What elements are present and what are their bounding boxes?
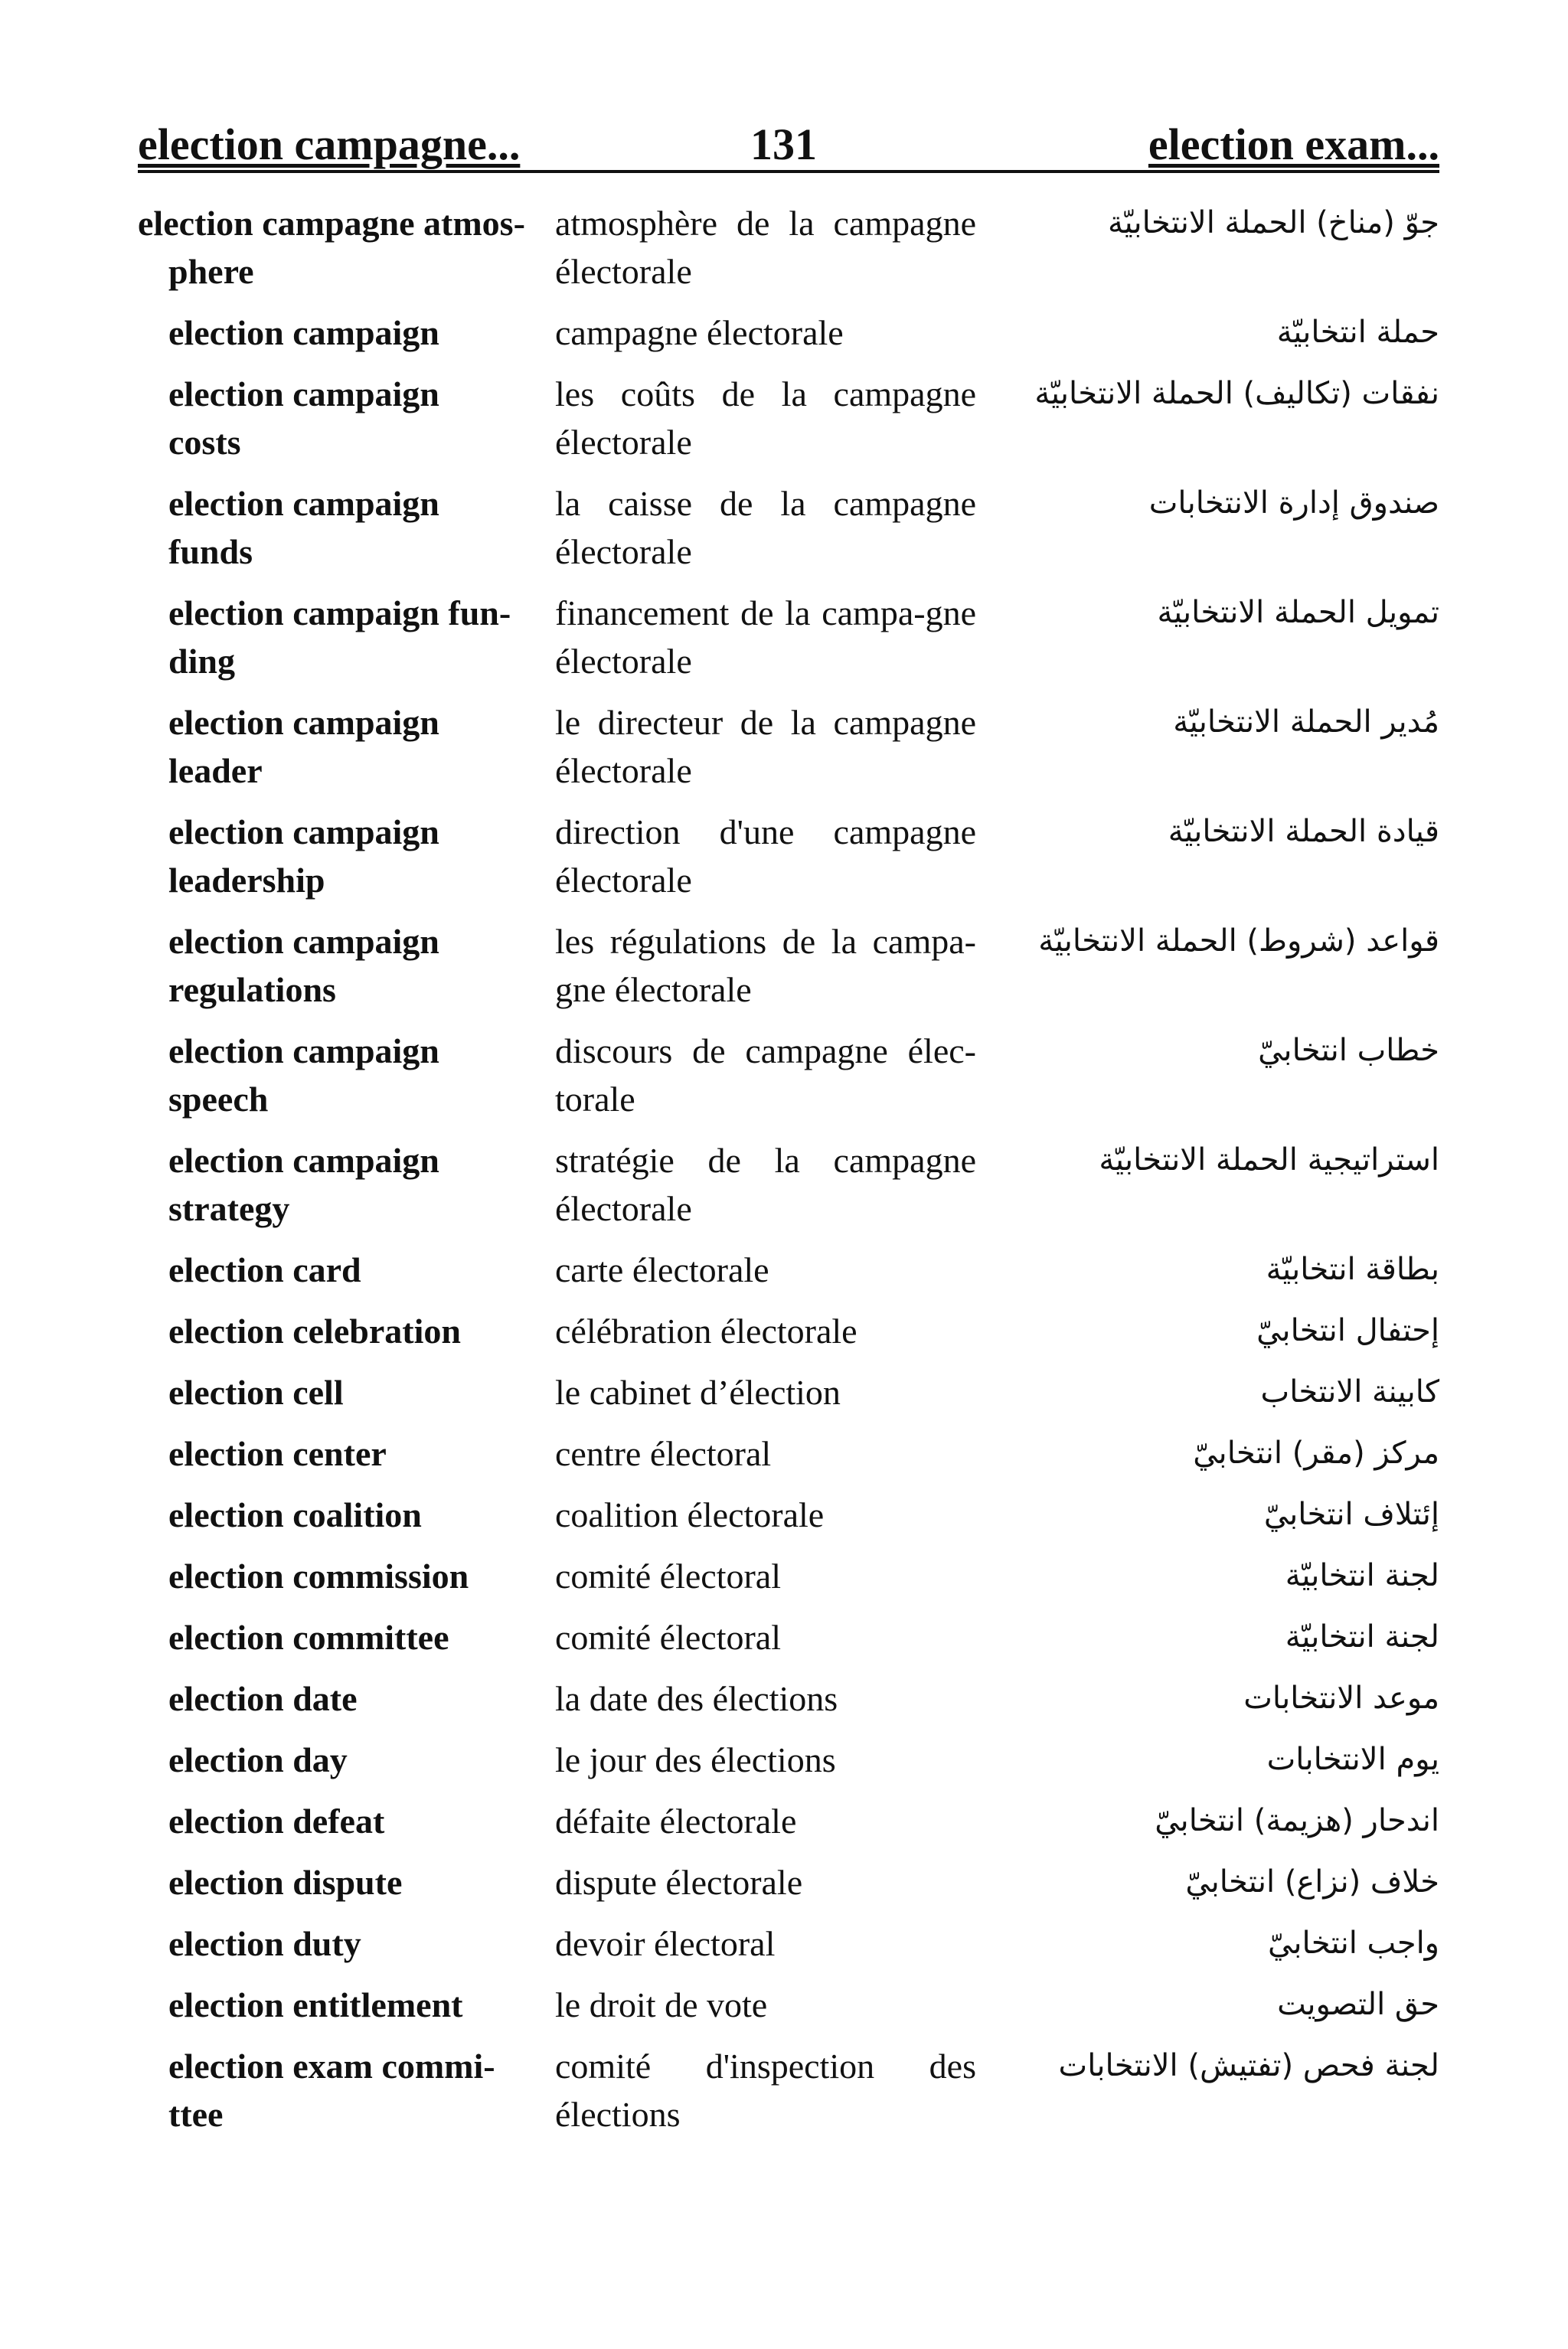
english-term-line: election commission bbox=[168, 1557, 469, 1596]
french-translation: financement de la campa-gne électorale bbox=[555, 593, 976, 681]
french-translation: le jour des élections bbox=[555, 1740, 836, 1779]
english-term bbox=[138, 698, 555, 795]
arabic-translation: إئتلاف انتخابيّ bbox=[1263, 1497, 1439, 1532]
french-translation: stratégie de la campagne électorale bbox=[555, 1141, 976, 1228]
arabic-translation: واجب انتخابيّ bbox=[1268, 1926, 1439, 1961]
arabic-translation: تمويل الحملة الانتخابيّة bbox=[1157, 595, 1439, 630]
english-term bbox=[138, 1136, 555, 1233]
english-term-line: election campagne atmos- bbox=[138, 204, 525, 243]
arabic-translation: استراتيجية الحملة الانتخابيّة bbox=[1099, 1142, 1439, 1178]
english-term-line: leadership bbox=[168, 861, 325, 900]
arabic-translation: يوم الانتخابات bbox=[1266, 1742, 1439, 1777]
french-translation: dispute électorale bbox=[555, 1863, 803, 1902]
english-term bbox=[138, 2042, 555, 2138]
english-term-line: election entitlement bbox=[168, 1985, 463, 2024]
english-term-line: election center bbox=[168, 1434, 387, 1473]
dictionary-entry bbox=[138, 1246, 1439, 1294]
arabic-translation: كابينة الانتخاب bbox=[1260, 1374, 1439, 1410]
english-term-line: election campaign bbox=[168, 1031, 439, 1070]
arabic-translation: بطاقة انتخابيّة bbox=[1266, 1252, 1439, 1287]
english-term-line: election card bbox=[168, 1250, 361, 1289]
arabic-translation: جوّ (مناخ) الحملة الانتخابيّة bbox=[1108, 205, 1439, 240]
arabic-translation: لجنة فحص (تفتيش) الانتخابات bbox=[1058, 2048, 1439, 2083]
french-translation: le directeur de la campagne électorale bbox=[555, 703, 976, 790]
english-term-line: election campaign bbox=[168, 1141, 439, 1180]
english-term bbox=[138, 1981, 555, 2029]
french-translation: campagne électorale bbox=[555, 313, 844, 352]
arabic-translation: نفقات (تكاليف) الحملة الانتخابيّة bbox=[1034, 376, 1439, 411]
english-term-line: election committee bbox=[168, 1618, 449, 1657]
arabic-translation: إحتفال انتخابيّ bbox=[1256, 1313, 1439, 1348]
english-term-line: funds bbox=[168, 532, 253, 571]
english-term bbox=[138, 1674, 555, 1723]
french-translation: carte électorale bbox=[555, 1250, 769, 1289]
arabic-translation: اندحار (هزيمة) انتخابيّ bbox=[1155, 1803, 1439, 1838]
english-term-line: election celebration bbox=[168, 1312, 461, 1351]
french-translation: le droit de vote bbox=[555, 1985, 768, 2024]
english-term-line: election cell bbox=[168, 1373, 344, 1412]
arabic-translation: مركز (مقر) انتخابيّ bbox=[1193, 1436, 1439, 1471]
french-translation: coalition électorale bbox=[555, 1495, 825, 1534]
english-term bbox=[138, 1919, 555, 1968]
running-header bbox=[138, 115, 1439, 173]
french-translation: devoir électoral bbox=[555, 1924, 776, 1963]
dictionary-entry bbox=[138, 370, 1439, 466]
dictionary-entry bbox=[138, 199, 1439, 296]
french-translation: les régulations de la campa-gne électorale bbox=[555, 922, 976, 1009]
english-term bbox=[138, 808, 555, 904]
french-translation: centre électoral bbox=[555, 1434, 772, 1473]
arabic-translation: حملة انتخابيّة bbox=[1276, 315, 1439, 350]
english-term bbox=[138, 1307, 555, 1355]
dictionary-entry bbox=[138, 1552, 1439, 1600]
dictionary-entry bbox=[138, 1136, 1439, 1233]
arabic-translation: صندوق إدارة الانتخابات bbox=[1148, 485, 1439, 521]
dictionary-entry bbox=[138, 1368, 1439, 1416]
english-term-line: election campaign bbox=[168, 922, 439, 961]
dictionary-entry bbox=[138, 1429, 1439, 1478]
english-term-line: ttee bbox=[168, 2095, 224, 2134]
arabic-translation: خطاب انتخابيّ bbox=[1258, 1033, 1439, 1068]
dictionary-entry bbox=[138, 479, 1439, 576]
english-term bbox=[138, 309, 555, 357]
english-term-line: election campaign fun- bbox=[168, 593, 511, 632]
arabic-translation: لجنة انتخابيّة bbox=[1285, 1558, 1439, 1593]
english-term-line: election day bbox=[168, 1740, 348, 1779]
english-term bbox=[138, 479, 555, 576]
english-term-line: election campaign bbox=[168, 374, 439, 413]
page-number: 131 bbox=[750, 119, 817, 169]
english-term bbox=[138, 1246, 555, 1294]
french-translation: la caisse de la campagne électorale bbox=[555, 484, 976, 571]
english-term-line: election duty bbox=[168, 1924, 361, 1963]
english-term-line: speech bbox=[168, 1080, 269, 1119]
english-term-line: election campaign bbox=[168, 703, 439, 742]
dictionary-entry bbox=[138, 1797, 1439, 1845]
english-term bbox=[138, 1429, 555, 1478]
dictionary-entry bbox=[138, 2042, 1439, 2138]
english-term bbox=[138, 589, 555, 685]
french-translation: comité d'inspection des élections bbox=[555, 2047, 976, 2134]
english-term-line: strategy bbox=[168, 1189, 290, 1228]
english-term bbox=[138, 1797, 555, 1845]
dictionary-entry bbox=[138, 1736, 1439, 1784]
english-term-line: regulations bbox=[168, 970, 336, 1009]
header-last-entry: election exam... bbox=[1148, 119, 1439, 169]
dictionary-entry bbox=[138, 1858, 1439, 1906]
english-term-line: costs bbox=[168, 423, 241, 462]
english-term bbox=[138, 1027, 555, 1123]
english-term bbox=[138, 1552, 555, 1600]
entry-list bbox=[138, 199, 1439, 2138]
english-term-line: election campaign bbox=[168, 484, 439, 523]
french-translation: célébration électorale bbox=[555, 1312, 858, 1351]
dictionary-page bbox=[138, 115, 1439, 2151]
french-translation: comité électoral bbox=[555, 1557, 782, 1596]
english-term bbox=[138, 370, 555, 466]
dictionary-entry bbox=[138, 917, 1439, 1014]
english-term bbox=[138, 1368, 555, 1416]
english-term-line: leader bbox=[168, 751, 263, 790]
french-translation: discours de campagne élec-torale bbox=[555, 1031, 976, 1119]
french-translation: le cabinet d’élection bbox=[555, 1373, 841, 1412]
arabic-translation: قواعد (شروط) الحملة الانتخابيّة bbox=[1038, 923, 1439, 959]
english-term bbox=[138, 199, 555, 296]
arabic-translation: خلاف (نزاع) انتخابيّ bbox=[1185, 1864, 1439, 1900]
english-term-line: election exam commi- bbox=[168, 2047, 495, 2086]
english-term-line: election dispute bbox=[168, 1863, 403, 1902]
english-term-line: election campaign bbox=[168, 812, 439, 851]
dictionary-entry bbox=[138, 309, 1439, 357]
english-term bbox=[138, 917, 555, 1014]
arabic-translation: مُدير الحملة الانتخابيّة bbox=[1173, 704, 1439, 740]
english-term bbox=[138, 1858, 555, 1906]
header-first-entry: election campagne... bbox=[138, 119, 521, 169]
arabic-translation: قيادة الحملة الانتخابيّة bbox=[1168, 814, 1439, 849]
arabic-translation: موعد الانتخابات bbox=[1243, 1681, 1439, 1716]
english-term-line: election campaign bbox=[168, 313, 439, 352]
french-translation: la date des élections bbox=[555, 1679, 838, 1718]
english-term-line: ding bbox=[168, 642, 235, 681]
dictionary-entry bbox=[138, 808, 1439, 904]
arabic-translation: حق التصويت bbox=[1277, 1987, 1439, 2022]
dictionary-entry bbox=[138, 1674, 1439, 1723]
english-term-line: phere bbox=[168, 252, 254, 291]
dictionary-entry bbox=[138, 1613, 1439, 1661]
english-term bbox=[138, 1736, 555, 1784]
dictionary-entry bbox=[138, 1491, 1439, 1539]
french-translation: direction d'une campagne électorale bbox=[555, 812, 976, 900]
dictionary-entry bbox=[138, 1027, 1439, 1123]
french-translation: atmosphère de la campagne électorale bbox=[555, 204, 976, 291]
french-translation: défaite électorale bbox=[555, 1802, 797, 1841]
dictionary-entry bbox=[138, 1981, 1439, 2029]
english-term-line: election defeat bbox=[168, 1802, 385, 1841]
english-term bbox=[138, 1491, 555, 1539]
english-term-line: election coalition bbox=[168, 1495, 422, 1534]
dictionary-entry bbox=[138, 1919, 1439, 1968]
french-translation: comité électoral bbox=[555, 1618, 782, 1657]
dictionary-entry bbox=[138, 589, 1439, 685]
dictionary-entry bbox=[138, 1307, 1439, 1355]
english-term-line: election date bbox=[168, 1679, 358, 1718]
french-translation: les coûts de la campagne électorale bbox=[555, 374, 976, 462]
dictionary-entry bbox=[138, 698, 1439, 795]
arabic-translation: لجنة انتخابيّة bbox=[1285, 1619, 1439, 1655]
english-term bbox=[138, 1613, 555, 1661]
